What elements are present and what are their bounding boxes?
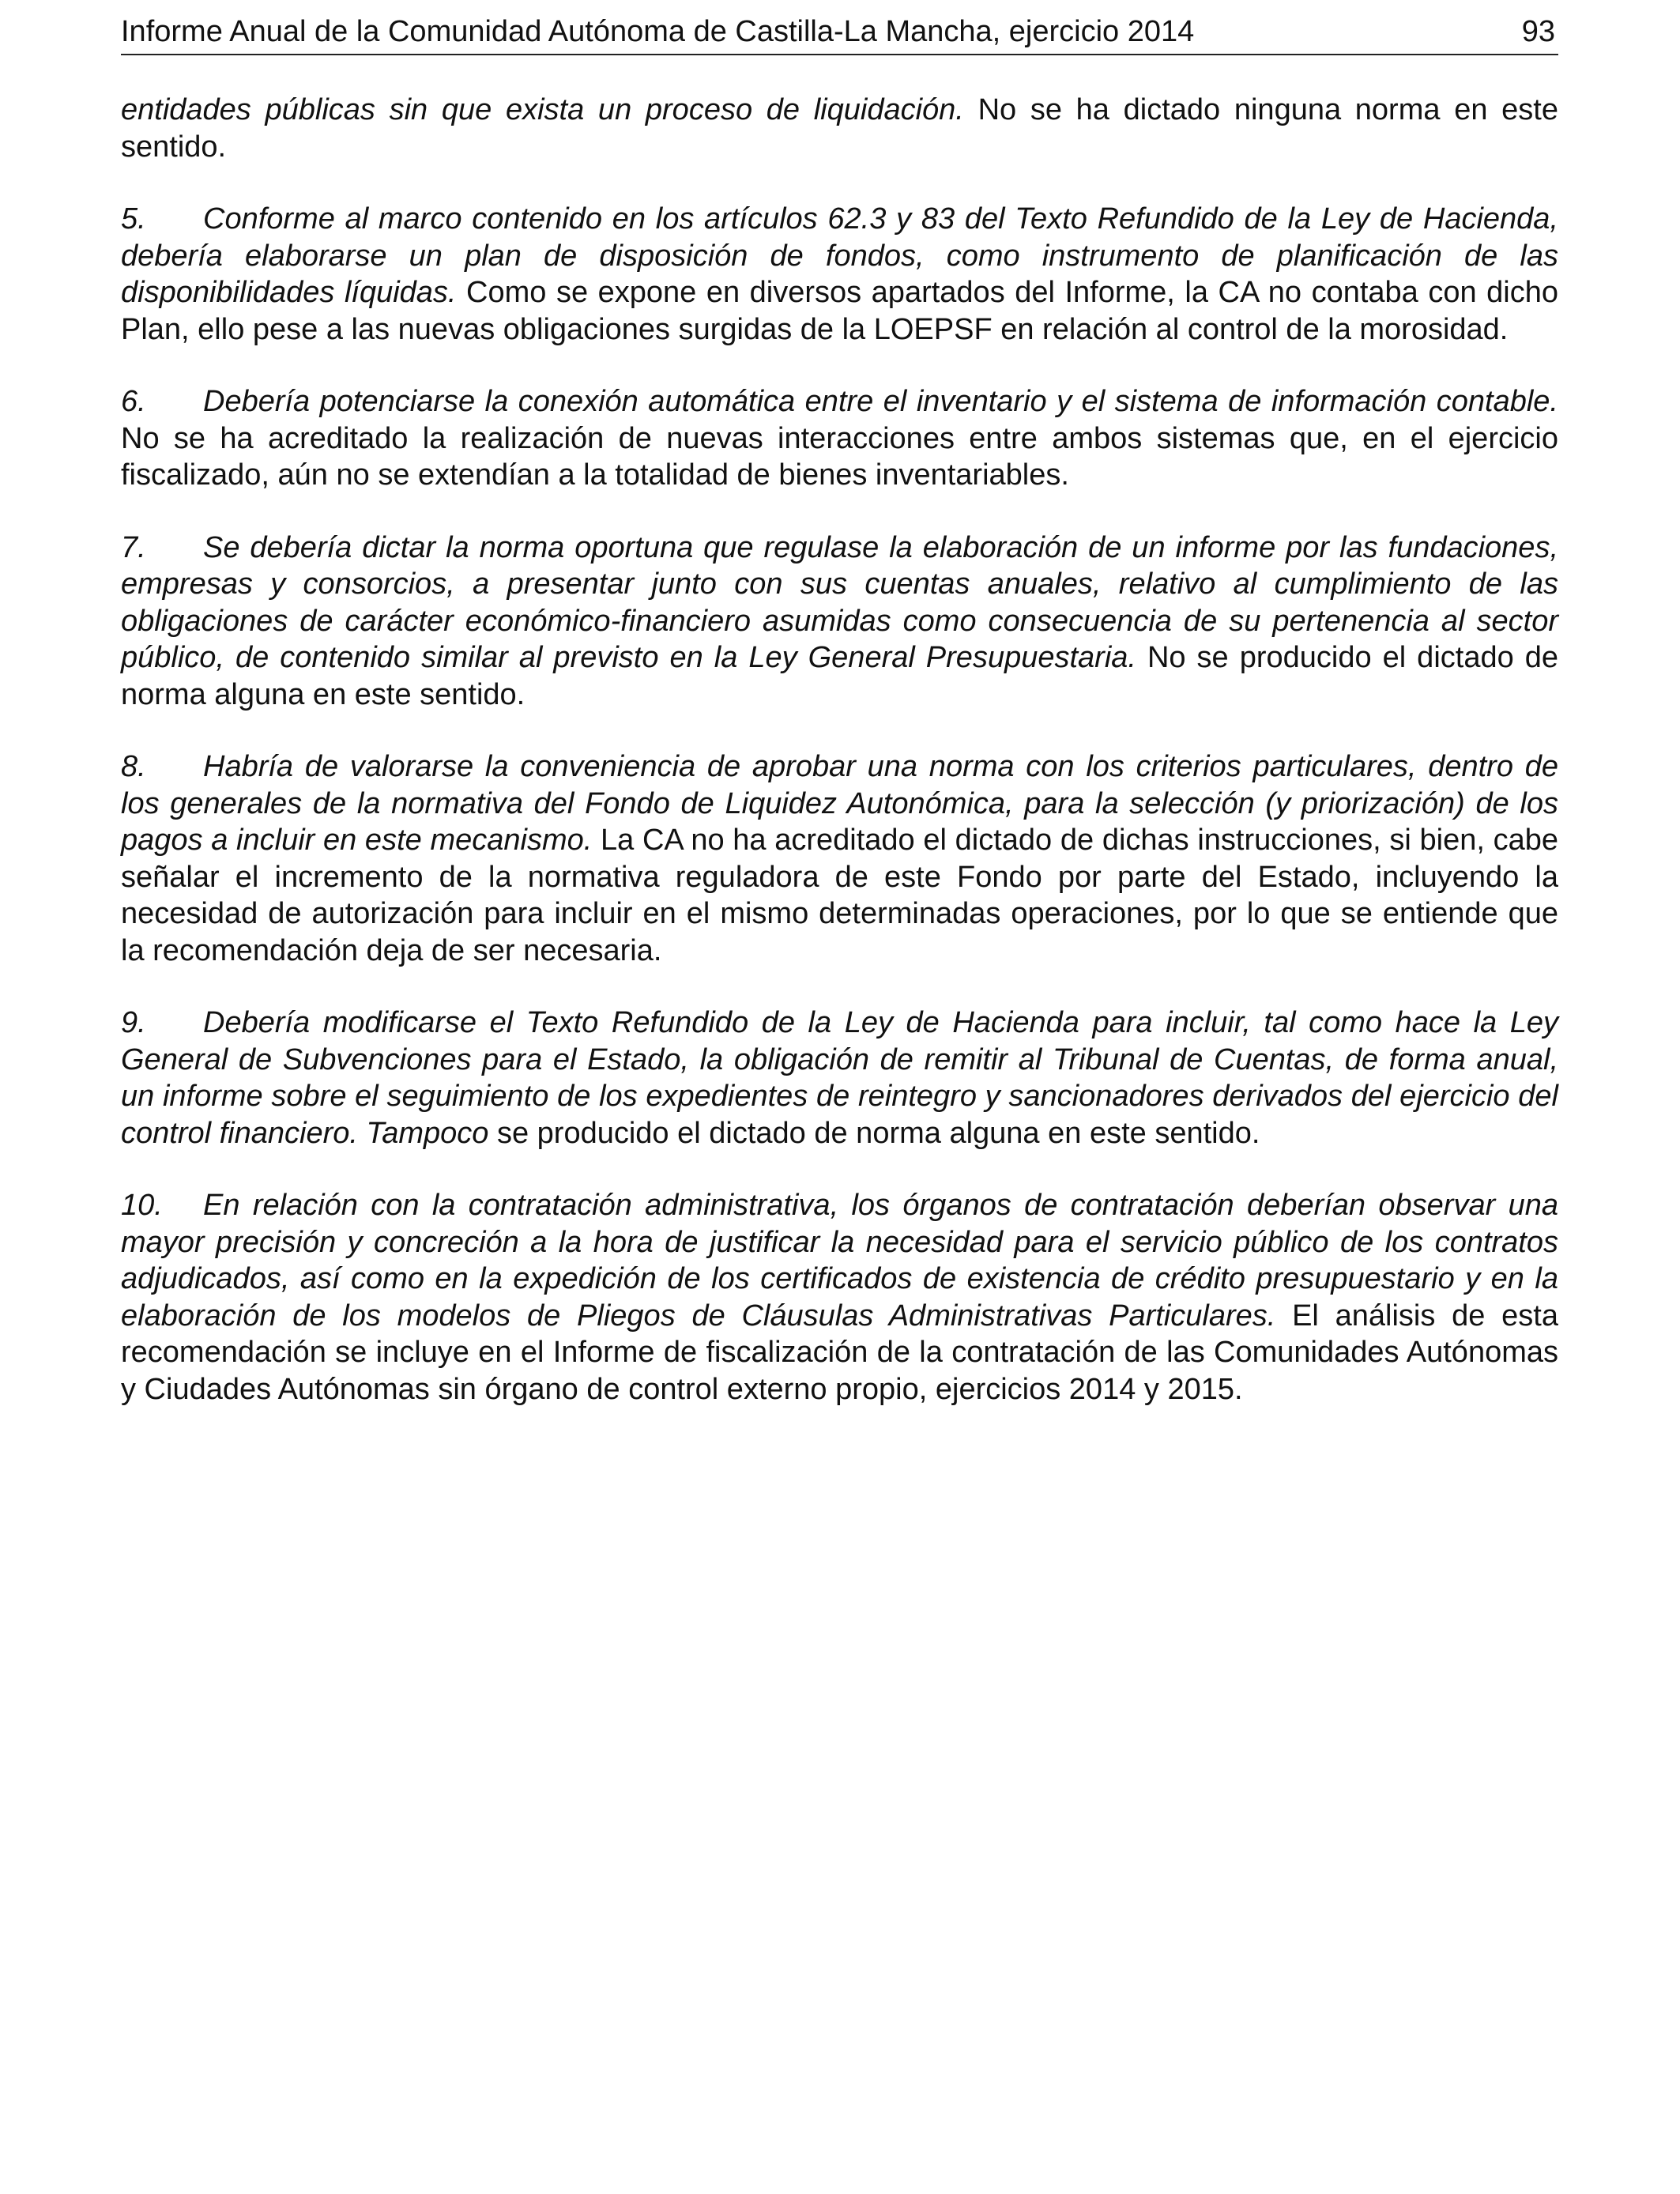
page-number: 93 <box>1521 15 1555 48</box>
recommendation-9 <box>121 1005 1558 1152</box>
paragraph-continuation <box>121 92 1558 165</box>
recommendation-8 <box>121 748 1558 969</box>
recommendation-10 <box>121 1187 1558 1408</box>
recommendation-italic-text: En relación con la contratación administrativa, los órganos de contratación deberían observar una mayor precisión y concreción a la hora de justificar la necesidad para el servicio público de los contratos adjudicados, así como en la expedición de los certificados de existencia de crédito presupuestario y en la elaboración de los modelos de Pliegos de Cláusulas Administrativas Particulares. <box>121 1189 1558 1333</box>
recommendation-number: 10. <box>121 1189 163 1222</box>
recommendation-5 <box>121 201 1558 348</box>
recommendation-italic-text: Se debería dictar la norma oportuna que regulase la elaboración de un informe por las fundaciones, empresas y consorcios, a presentar junto con sus cuentas anuales, relativo al cumplimiento de las obligaciones de carácter económico-financiero asumidas como consecuencia de su pertenencia al sector público, de contenido similar al previsto en la Ley General Presupuestaria. <box>121 530 1558 674</box>
recommendation-italic-text: Debería potenciarse la conexión automática entre el inventario y el sistema de información contable. <box>203 385 1558 418</box>
recommendation-regular-text: se producido el dictado de norma alguna en este sentido. <box>488 1116 1260 1150</box>
recommendation-number: 9. <box>121 1006 146 1039</box>
header-title: Informe Anual de la Comunidad Autónoma de Castilla-La Mancha, ejercicio 2014 <box>121 15 1195 48</box>
paragraph-italic-text: entidades públicas sin que exista un proceso de liquidación. <box>121 93 964 126</box>
recommendation-italic-text: Conforme al marco contenido en los artículos 62.3 y 83 del Texto Refundido de la Ley de Hacienda, debería elaborarse un plan de disposición de fondos, como instrumento de planificación de las disponibilidades líquidas. <box>121 202 1558 309</box>
recommendation-number: 6. <box>121 385 146 418</box>
recommendation-number: 5. <box>121 202 146 236</box>
recommendation-number: 8. <box>121 750 146 783</box>
recommendation-regular-text: El análisis de esta recomendación se incluye en el Informe de fiscalización de la contratación de las Comunidades Autónomas y Ciudades Autónomas sin órgano de control externo propio, ejercicios 2014 y 2015. <box>121 1299 1558 1406</box>
recommendation-regular-text: La CA no ha acreditado el dictado de dichas instrucciones, si bien, cabe señalar el incremento de la normativa reguladora de este Fondo por parte del Estado, incluyendo la necesidad de autorización para incluir en el mismo determinadas operaciones, por lo que se entiende que la recomendación deja de ser necesaria. <box>121 824 1558 967</box>
running-header <box>121 6 1558 55</box>
recommendation-6 <box>121 383 1558 494</box>
recommendation-regular-text: Como se expone en diversos apartados del Informe, la CA no contaba con dicho Plan, ello pese a las nuevas obligaciones surgidas de la LOEPSF en relación al control de la morosidad. <box>121 276 1558 346</box>
document-page <box>121 0 1558 2194</box>
recommendation-regular-text: No se ha acreditado la realización de nuevas interacciones entre ambos sistemas que, en el ejercicio fiscalizado, aún no se extendían a la totalidad de bienes inventariables. <box>121 421 1558 492</box>
document-body <box>121 92 1558 1443</box>
recommendation-regular-text: No se producido el dictado de norma alguna en este sentido. <box>121 641 1558 711</box>
recommendation-italic-text: Habría de valorarse la conveniencia de aprobar una norma con los criterios particulares, dentro de los generales de la normativa del Fondo de Liquidez Autonómica, para la selección (y priorización) de los pagos a incluir en este mecanismo. <box>121 750 1558 857</box>
recommendation-7 <box>121 530 1558 714</box>
paragraph-regular-text: No se ha dictado ninguna norma en este sentido. <box>121 93 1558 164</box>
recommendation-italic-text: Debería modificarse el Texto Refundido de la Ley de Hacienda para incluir, tal como hace la Ley General de Subvenciones para el Estado, la obligación de remitir al Tribunal de Cuentas, de forma anual, un informe sobre el seguimiento de los expedientes de reintegro y sancionadores derivados del ejercicio del control financiero. Tampoco <box>121 1006 1558 1150</box>
recommendation-number: 7. <box>121 530 146 564</box>
